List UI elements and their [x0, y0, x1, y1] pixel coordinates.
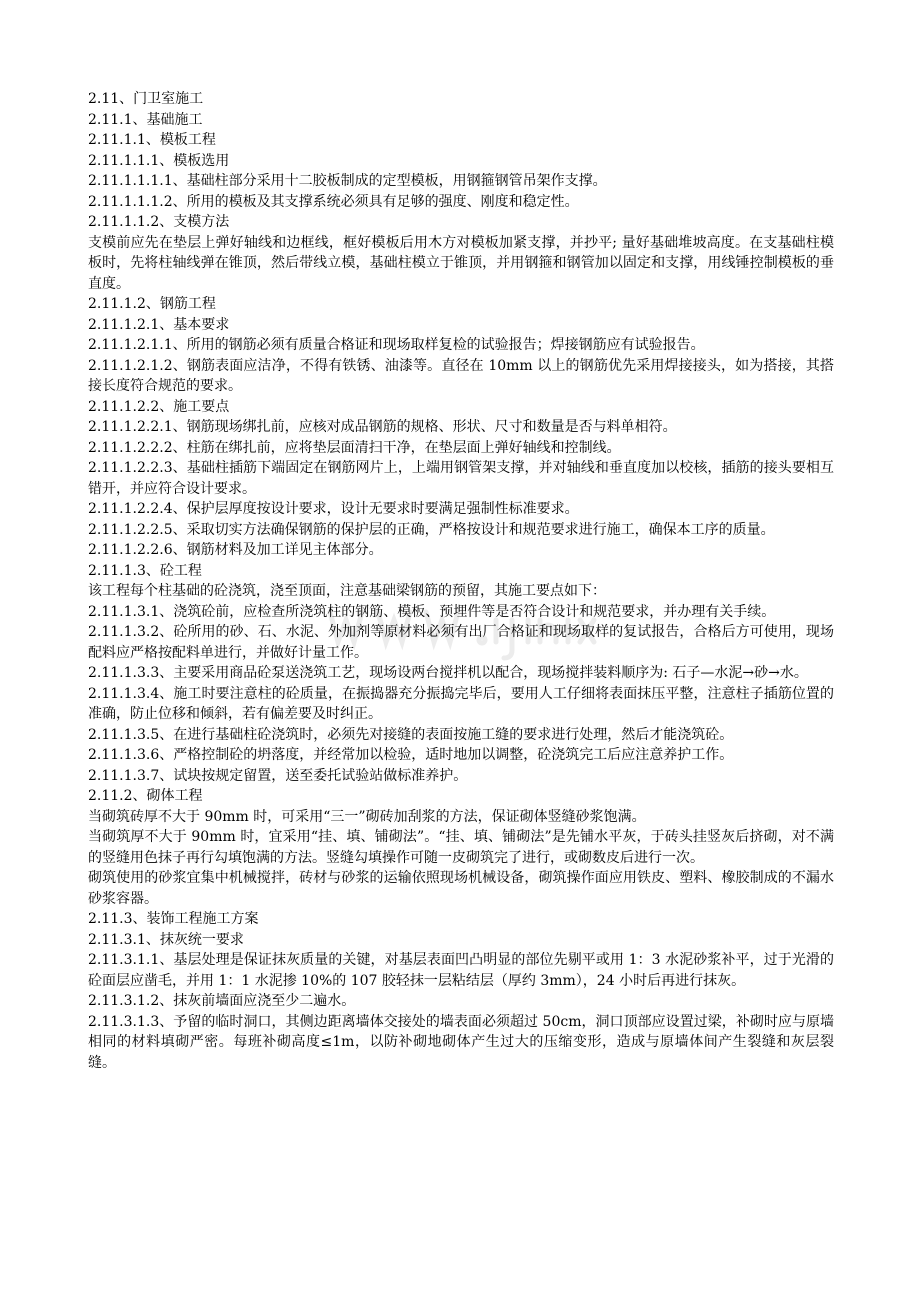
paragraph-text: 2.11.1.3.3、主要采用商品砼泵送浇筑工艺，现场设两台搅拌机以配合，现场搅拌装料顺序为: 石子—水泥→砂→水。	[88, 665, 808, 681]
heading-2-11: 2.11、门卫室施工	[88, 91, 204, 107]
paragraph-line: 2.11.3.1.2、抹灰前墙面应浇至少二遍水。	[88, 993, 356, 1009]
heading-2-11-1-2-2: 2.11.1.2.2、施工要点	[88, 398, 230, 415]
heading-2-11-1-1: 2.11.1.1、模板工程	[88, 132, 216, 148]
heading-2-11-1-3: 2.11.1.3、砼工程	[88, 562, 202, 579]
paragraph-text: 2.11.3.1.1、基层处理是保证抹灰质量的关键，对基层表面凹凸明显的部位先剔平或用 1：3 水泥砂浆补平，过于光滑的砼面层应凿毛，并用 1：1 水泥掺 10%的 107 胶轻抹一层粘结层（厚约 3mm），24 小时后再进行抹灰。	[88, 952, 834, 989]
paragraph-text: 2.11.1.3.2、砼所用的砂、石、水泥、外加剂等原材料必须有出厂合格证和现场取样的复试报告，合格后方可使用，现场配料应严格按配料单进行，并做好计量工作。	[88, 624, 834, 661]
paragraph-text: 2.11.1.2.2.3、基础柱插筋下端固定在钢筋网片上，上端用钢管架支撑，并对轴线和垂直度加以校核，插筋的接头要相互错开，并应符合设计要求。	[88, 460, 834, 497]
heading-2-11-1-1-2: 2.11.1.1.2、支模方法	[88, 214, 230, 230]
paragraph-line: 2.11.1.2.2.2、柱筋在绑扎前，应将垫层面清扫干净，在垫层面上弹好轴线和控制线。	[88, 439, 621, 456]
heading-2-11-2: 2.11.2、砌体工程	[88, 788, 203, 804]
heading-2-11-3: 2.11.3、装饰工程施工方案	[88, 911, 259, 927]
paragraph-text: 当砌筑厚不大于 90mm 时，宜采用“挂、填、铺砌法”。“挂、填、铺砌法”是先铺水平灰，于砖头挂竖灰后挤砌，对不满的竖缝用色抹子再行勾填饱满的方法。竖缝勾填操作可随一皮砌筑完了进行，或砌数皮后进行一次。	[88, 829, 834, 866]
paragraph-text: 2.11.1.2.1.2、钢筋表面应洁净，不得有铁锈、油漆等。直径在 10mm 以上的钢筋优先采用焊接接头，如为搭接，其搭接长度符合规范的要求。	[88, 357, 834, 394]
paragraph-text: 砌筑使用的砂浆宜集中机械搅拌，砖材与砂浆的运输依照现场机械设备，砌筑操作面应用铁皮、塑料、橡胶制成的不漏水砂浆容器。	[88, 870, 834, 907]
paragraph-line: 2.11.1.2.2.1、钢筋现场绑扎前，应核对成品钢筋的规格、形状、尺寸和数量是否与料单相符。	[88, 419, 677, 435]
document-body	[88, 89, 834, 1073]
paragraph-line: 2.11.1.3.6、严格控制砼的坍落度，并经常加以检验，适时地加以调整，砼浇筑完工后应注意养护工作。	[88, 747, 734, 763]
heading-2-11-1: 2.11.1、基础施工	[88, 111, 203, 128]
paragraph-line: 2.11.1.1.1.2、所用的模板及其支撑系统必须具有足够的强度、刚度和稳定性。	[88, 193, 579, 210]
heading-2-11-1-2: 2.11.1.2、钢筋工程	[88, 296, 216, 312]
heading-2-11-1-2-1: 2.11.1.2.1、基本要求	[88, 316, 230, 333]
paragraph-text: 2.11.3.1.3、予留的临时洞口，其侧边距离墙体交接处的墙表面必须超过 50cm，洞口顶部应设置过梁，补砌时应与原墙相同的材料填砌严密。每班补砌高度≤1m，以防补砌地砌体产生过大的压缩变形，造成与原墙体间产生裂缝和灰层裂缝。	[88, 1013, 834, 1071]
paragraph-text: 2.11.1.3.1、浇筑砼前，应检查所浇筑柱的钢筋、模板、预埋件等是否符合设计和规范要求，并办理有关手续。	[88, 603, 776, 620]
paragraph-text: 2.11.1.2.2.5、采取切实方法确保钢筋的保护层的正确，严格按设计和规范要求进行施工，确保本工序的质量。	[88, 521, 775, 538]
paragraph-text: 2.11.1.3.4、施工时要注意柱的砼质量，在振捣器充分振捣完毕后，要用人工仔细将表面抹压平整，注意柱子插筋位置的准确，防止位移和倾斜，若有偏差要及时纠正。	[88, 685, 834, 722]
paragraph-line: 当砌筑砖厚不大于 90mm 时，可采用“三一”砌砖加刮浆的方法，保证砌体竖缝砂浆饱满。	[88, 808, 646, 825]
heading-2-11-1-1-1: 2.11.1.1.1、模板选用	[88, 152, 230, 169]
paragraph-line: 2.11.1.2.1.1、所用的钢筋必须有质量合格证和现场取样复检的试验报告；焊接钢筋应有试验报告。	[88, 337, 705, 353]
paragraph-line: 2.11.1.3.7、试块按规定留置，送至委托试验站做标准养护。	[88, 767, 468, 784]
paragraph-line: 2.11.1.2.2.6、钢筋材料及加工详见主体部分。	[88, 542, 383, 558]
paragraph-line: 2.11.1.3.5、在进行基础柱砼浇筑时，必须先对接缝的表面按施工缝的要求进行处理，然后才能浇筑砼。	[88, 726, 734, 743]
paragraph-line: 该工程每个柱基础的砼浇筑，浇至顶面，注意基础梁钢筋的预留，其施工要点如下：	[88, 583, 606, 599]
paragraph-line: 2.11.1.2.2.4、保护层厚度按设计要求，设计无要求时要满足强制性标准要求。	[88, 501, 579, 517]
paragraph-line: 2.11.1.1.1.1、基础柱部分采用十二胶板制成的定型模板，用钢箍钢管吊架作支撑。	[88, 173, 607, 189]
paragraph-text: 支模前应先在垫层上弹好轴线和边框线，框好模板后用木方对模板加紧支撑，并抄平; 量好基础堆坡高度。在支基础柱模板时，先将柱轴线弹在锥顶，然后带线立模，基础柱模立于锥顶，并用钢箍和钢管加以固定和支撑，用线锤控制模板的垂直度。	[88, 234, 834, 292]
heading-2-11-3-1: 2.11.3.1、抹灰统一要求	[88, 931, 244, 948]
